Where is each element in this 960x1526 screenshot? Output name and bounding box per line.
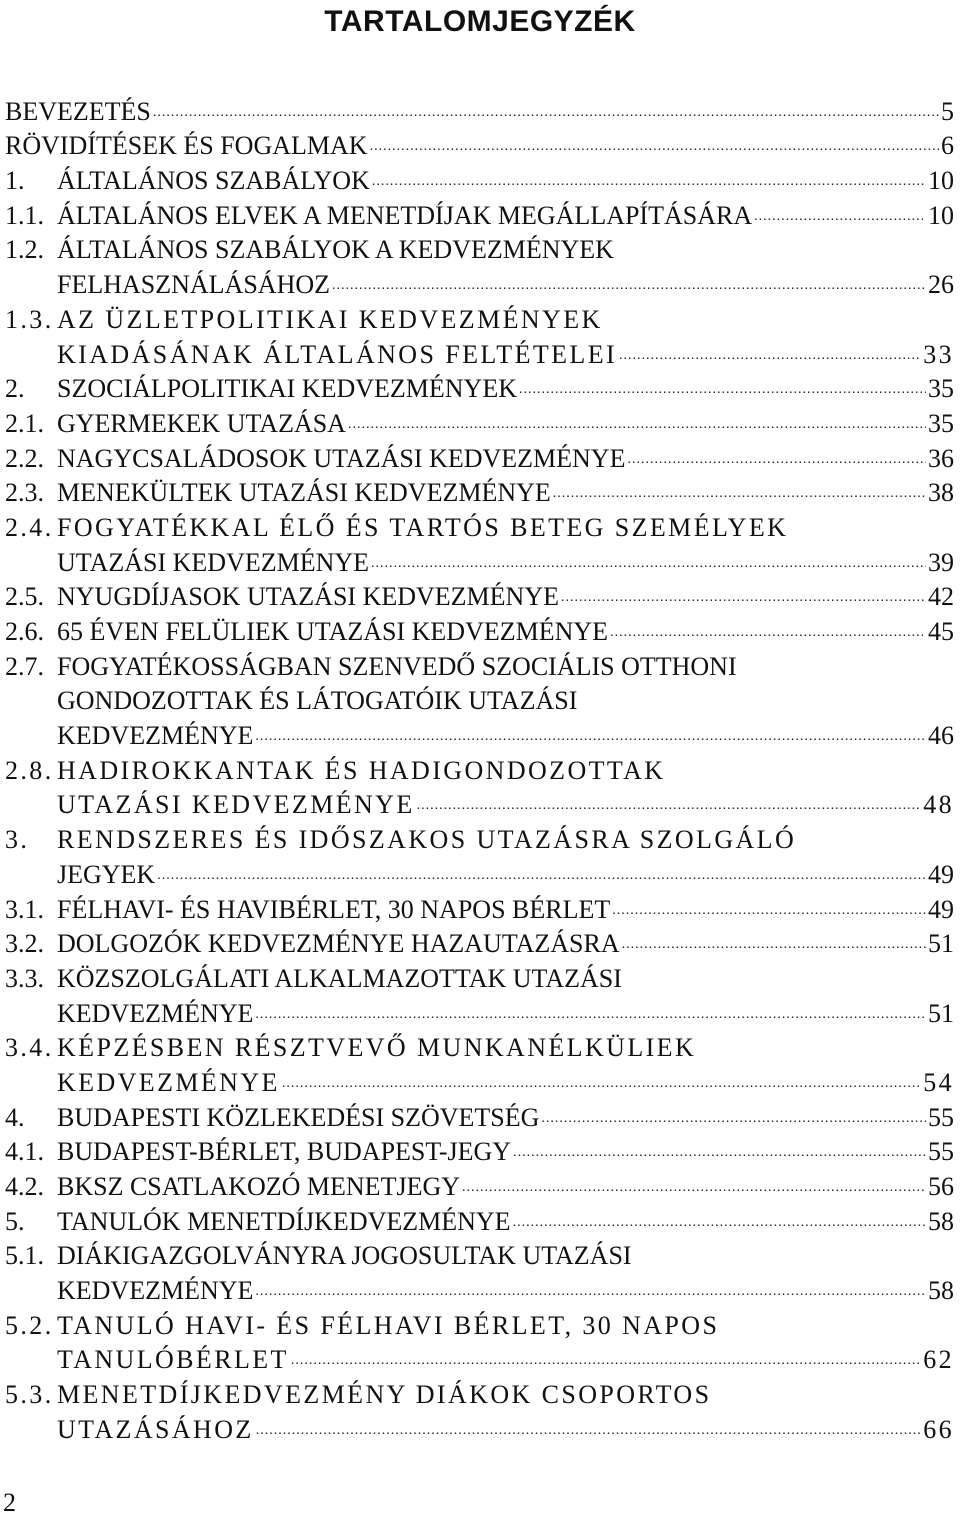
toc-page-number: 66 xyxy=(923,1414,954,1444)
toc-entry-bevezetes[interactable] xyxy=(5,92,960,127)
toc-entry-title: MENEKÜLTEK UTAZÁSI KEDVEZMÉNYE xyxy=(57,478,551,508)
toc-page-number: 10 xyxy=(928,200,954,230)
toc-page-number: 54 xyxy=(923,1067,954,1097)
toc-entry-number: 5.3. xyxy=(5,1380,54,1410)
toc-page-number: 33 xyxy=(923,339,954,369)
toc-entry-1-3[interactable] xyxy=(5,300,960,335)
toc-entry-number: 2.2. xyxy=(5,443,44,473)
toc-entry-title: TANULÓK MENETDÍJKEDVEZMÉNYE xyxy=(57,1206,511,1236)
toc-page-number: 35 xyxy=(928,374,954,404)
toc-page-number: 26 xyxy=(928,270,954,300)
toc-page-number: 45 xyxy=(928,617,954,646)
leader-dots xyxy=(513,1213,926,1233)
toc-entry-title-cont: KEDVEZMÉNYE xyxy=(57,998,254,1028)
toc-entry-5[interactable] xyxy=(5,1202,960,1237)
page-title: TARTALOMJEGYZÉK xyxy=(324,5,636,38)
toc-entry-3-3-continued[interactable] xyxy=(5,994,960,1029)
toc-entry-2-5[interactable] xyxy=(5,578,960,613)
toc-entry-4-2[interactable] xyxy=(5,1167,960,1202)
toc-entry-5-1[interactable] xyxy=(5,1237,960,1272)
toc-page-number: 48 xyxy=(923,790,954,820)
toc-entry-number: 3.4. xyxy=(5,1033,54,1063)
leader-dots xyxy=(255,1282,926,1302)
toc-entry-title: MENETDÍJKEDVEZMÉNY DIÁKOK CSOPORTOS xyxy=(57,1380,712,1410)
leader-dots xyxy=(153,103,939,123)
toc-entry-title: KÖZSZOLGÁLATI ALKALMAZOTTAK UTAZÁSI xyxy=(57,963,622,993)
toc-entry-number: 2. xyxy=(5,374,25,404)
toc-entry-title: NYUGDÍJASOK UTAZÁSI KEDVEZMÉNYE xyxy=(57,582,559,612)
toc-entry-title: NAGYCSALÁDOSOK UTAZÁSI KEDVEZMÉNYE xyxy=(57,443,626,473)
leader-dots xyxy=(370,137,939,157)
toc-page-number: 58 xyxy=(928,1276,954,1306)
leader-dots xyxy=(541,1109,926,1129)
leader-dots xyxy=(754,207,926,227)
leader-dots xyxy=(255,1005,926,1025)
toc-entry-title: DIÁKIGAZGOLVÁNYRA JOGOSULTAK UTAZÁSI xyxy=(57,1241,632,1271)
leader-dots xyxy=(417,796,922,816)
toc-entry-1-2[interactable] xyxy=(5,231,960,266)
toc-entry-1-3-continued[interactable] xyxy=(5,335,960,370)
toc-entry-title: SZOCIÁLPOLITIKAI KEDVEZMÉNYEK xyxy=(57,374,517,404)
leader-dots xyxy=(256,1421,922,1441)
toc-page-number: 55 xyxy=(928,1102,954,1132)
toc-entry-5-3-continued[interactable] xyxy=(5,1410,960,1445)
toc-entry-3-3[interactable] xyxy=(5,959,960,994)
toc-entry-5-2[interactable] xyxy=(5,1306,960,1341)
page-number-footer: 2 xyxy=(3,1488,16,1517)
toc-entry-2-4-continued[interactable] xyxy=(5,543,960,578)
leader-dots xyxy=(619,346,921,366)
toc-entry-2-8[interactable] xyxy=(5,751,960,786)
leader-dots xyxy=(462,1178,926,1198)
toc-entry-2-7-continued-2[interactable] xyxy=(5,716,960,751)
toc-entry-5-3[interactable] xyxy=(5,1375,960,1410)
toc-entry-title: FOGYATÉKKAL ÉLŐ ÉS TARTÓS BETEG SZEMÉLYEK xyxy=(57,512,789,542)
toc-entry-5-2-continued[interactable] xyxy=(5,1341,960,1376)
leader-dots xyxy=(157,866,926,886)
toc-entry-title: ÁLTALÁNOS SZABÁLYOK xyxy=(57,166,370,196)
toc-entry-title: KÉPZÉSBEN RÉSZTVEVŐ MUNKANÉLKÜLIEK xyxy=(57,1033,697,1063)
toc-entry-3-continued[interactable] xyxy=(5,855,960,890)
toc-entry-title: BUDAPEST-BÉRLET, BUDAPEST-JEGY xyxy=(57,1137,512,1167)
toc-entry-2-6[interactable] xyxy=(5,612,960,647)
toc-entry-2-7[interactable] xyxy=(5,647,960,682)
leader-dots xyxy=(622,935,926,955)
toc-entry-title: RÖVIDÍTÉSEK ÉS FOGALMAK xyxy=(5,131,368,161)
toc-page-number: 38 xyxy=(928,478,954,508)
toc-page-number: 46 xyxy=(928,721,954,751)
toc-page-number: 49 xyxy=(928,894,954,924)
toc-entry-number: 2.4. xyxy=(5,512,54,542)
toc-page-number: 51 xyxy=(928,998,954,1028)
leader-dots xyxy=(371,554,926,574)
toc-page-number: 56 xyxy=(928,1172,954,1201)
leader-dots xyxy=(372,172,926,192)
toc-entry-roviditesek[interactable] xyxy=(5,127,960,162)
toc-entry-3-4[interactable] xyxy=(5,1029,960,1064)
toc-entry-3-4-continued[interactable] xyxy=(5,1063,960,1098)
toc-entry-title-cont: KEDVEZMÉNYE xyxy=(57,1067,280,1097)
toc-page-number: 39 xyxy=(928,547,954,577)
leader-dots xyxy=(348,415,926,435)
toc-entry-title: FOGYATÉKOSSÁGBAN SZENVEDŐ SZOCIÁLIS OTTHONI xyxy=(57,651,737,681)
toc-page-number: 5 xyxy=(941,96,954,126)
toc-page-number: 36 xyxy=(928,443,954,473)
toc-entry-title-cont: KEDVEZMÉNYE xyxy=(57,1276,254,1306)
toc-entry-number: 3. xyxy=(5,825,30,855)
toc-entry-number: 1. xyxy=(5,166,25,196)
toc-entry-3-1[interactable] xyxy=(5,890,960,925)
toc-entry-number: 5.2. xyxy=(5,1310,54,1340)
toc-entry-title: RENDSZERES ÉS IDŐSZAKOS UTAZÁSRA SZOLGÁLÓ xyxy=(57,825,797,855)
toc-entry-4[interactable] xyxy=(5,1098,960,1133)
toc-entry-1-1[interactable] xyxy=(5,196,960,231)
toc-entry-title-cont: GONDOZOTTAK ÉS LÁTOGATÓIK UTAZÁSI xyxy=(57,686,578,716)
toc-entry-5-1-continued[interactable] xyxy=(5,1271,960,1306)
toc-entry-title-cont: KEDVEZMÉNYE xyxy=(57,721,254,751)
toc-entry-3-2[interactable] xyxy=(5,925,960,960)
toc-entry-number: 3.1. xyxy=(5,894,44,924)
toc-entry-2-3[interactable] xyxy=(5,474,960,509)
toc-entry-title: AZ ÜZLETPOLITIKAI KEDVEZMÉNYEK xyxy=(57,304,603,334)
toc-entry-title-cont: JEGYEK xyxy=(57,859,156,889)
toc-entry-title: ÁLTALÁNOS ELVEK A MENETDÍJAK MEGÁLLAPÍTÁSÁRA xyxy=(57,200,753,230)
leader-dots xyxy=(519,380,926,400)
toc-entry-title: DOLGOZÓK KEDVEZMÉNYE HAZAUTAZÁSRA xyxy=(57,929,620,959)
toc-entry-2-7-continued[interactable] xyxy=(5,682,960,717)
toc-entry-title: FÉLHAVI- ÉS HAVIBÉRLET, 30 NAPOS BÉRLET xyxy=(57,894,611,924)
table-of-contents xyxy=(5,92,960,1445)
toc-entry-1[interactable] xyxy=(5,161,960,196)
toc-page-number: 42 xyxy=(928,582,954,612)
toc-entry-4-1[interactable] xyxy=(5,1133,960,1168)
toc-entry-title-cont: FELHASZNÁLÁSÁHOZ xyxy=(57,270,330,300)
toc-entry-number: 1.3. xyxy=(5,304,54,334)
toc-page-number: 55 xyxy=(928,1137,954,1167)
toc-entry-title-cont: TANULÓBÉRLET xyxy=(57,1345,289,1375)
toc-entry-number: 2.8. xyxy=(5,755,54,785)
toc-entry-number: 4.2. xyxy=(5,1172,44,1201)
leader-dots xyxy=(612,901,926,921)
toc-entry-2-2[interactable] xyxy=(5,439,960,474)
toc-page-number: 62 xyxy=(923,1345,954,1375)
toc-entry-title: GYERMEKEK UTAZÁSA xyxy=(57,408,346,438)
toc-entry-number: 2.1. xyxy=(5,408,44,438)
toc-entry-1-2-continued[interactable] xyxy=(5,265,960,300)
toc-entry-title: BKSZ CSATLAKOZÓ MENETJEGY xyxy=(57,1172,460,1201)
toc-entry-title: BEVEZETÉS xyxy=(5,96,151,126)
leader-dots xyxy=(282,1074,921,1094)
toc-entry-title: HADIROKKANTAK ÉS HADIGONDOZOTTAK xyxy=(57,755,666,785)
toc-entry-title: BUDAPESTI KÖZLEKEDÉSI SZÖVETSÉG xyxy=(57,1102,540,1132)
toc-entry-number: 2.3. xyxy=(5,478,44,508)
toc-entry-number: 3.2. xyxy=(5,929,44,959)
toc-page-number: 58 xyxy=(928,1206,954,1236)
toc-entry-2[interactable] xyxy=(5,370,960,405)
toc-entry-number: 4. xyxy=(5,1102,25,1132)
toc-entry-number: 1.2. xyxy=(5,235,44,265)
toc-page-number: 51 xyxy=(928,929,954,959)
leader-dots xyxy=(513,1143,926,1163)
leader-dots xyxy=(561,588,926,608)
toc-entry-title: TANULÓ HAVI- ÉS FÉLHAVI BÉRLET, 30 NAPOS xyxy=(57,1310,720,1340)
toc-entry-title: 65 ÉVEN FELÜLIEK UTAZÁSI KEDVEZMÉNYE xyxy=(57,617,609,646)
leader-dots xyxy=(610,623,926,643)
toc-entry-title-cont: KIADÁSÁNAK ÁLTALÁNOS FELTÉTELEI xyxy=(57,339,618,369)
toc-entry-3[interactable] xyxy=(5,820,960,855)
toc-entry-2-4[interactable] xyxy=(5,508,960,543)
toc-entry-number: 2.6. xyxy=(5,617,44,646)
toc-entry-number: 5. xyxy=(5,1206,25,1236)
leader-dots xyxy=(553,484,926,504)
leader-dots xyxy=(627,450,926,470)
leader-dots xyxy=(291,1351,921,1371)
toc-entry-2-8-continued[interactable] xyxy=(5,786,960,821)
toc-entry-number: 3.3. xyxy=(5,963,44,993)
toc-page-number: 49 xyxy=(928,859,954,889)
toc-entry-title-cont: UTAZÁSI KEDVEZMÉNYE xyxy=(57,790,415,820)
toc-page-number: 10 xyxy=(928,166,954,196)
toc-entry-title-cont: UTAZÁSI KEDVEZMÉNYE xyxy=(57,547,370,577)
toc-page-number: 35 xyxy=(928,408,954,438)
toc-entry-number: 5.1. xyxy=(5,1241,44,1271)
toc-entry-number: 2.7. xyxy=(5,651,44,681)
leader-dots xyxy=(255,727,926,747)
toc-entry-number: 2.5. xyxy=(5,582,44,612)
toc-entry-title: ÁLTALÁNOS SZABÁLYOK A KEDVEZMÉNYEK xyxy=(57,235,614,265)
toc-page-number: 6 xyxy=(941,131,954,161)
toc-entry-2-1[interactable] xyxy=(5,404,960,439)
leader-dots xyxy=(332,276,926,296)
toc-entry-number: 4.1. xyxy=(5,1137,44,1167)
toc-entry-number: 1.1. xyxy=(5,200,44,230)
toc-entry-title-cont: UTAZÁSÁHOZ xyxy=(57,1414,254,1444)
